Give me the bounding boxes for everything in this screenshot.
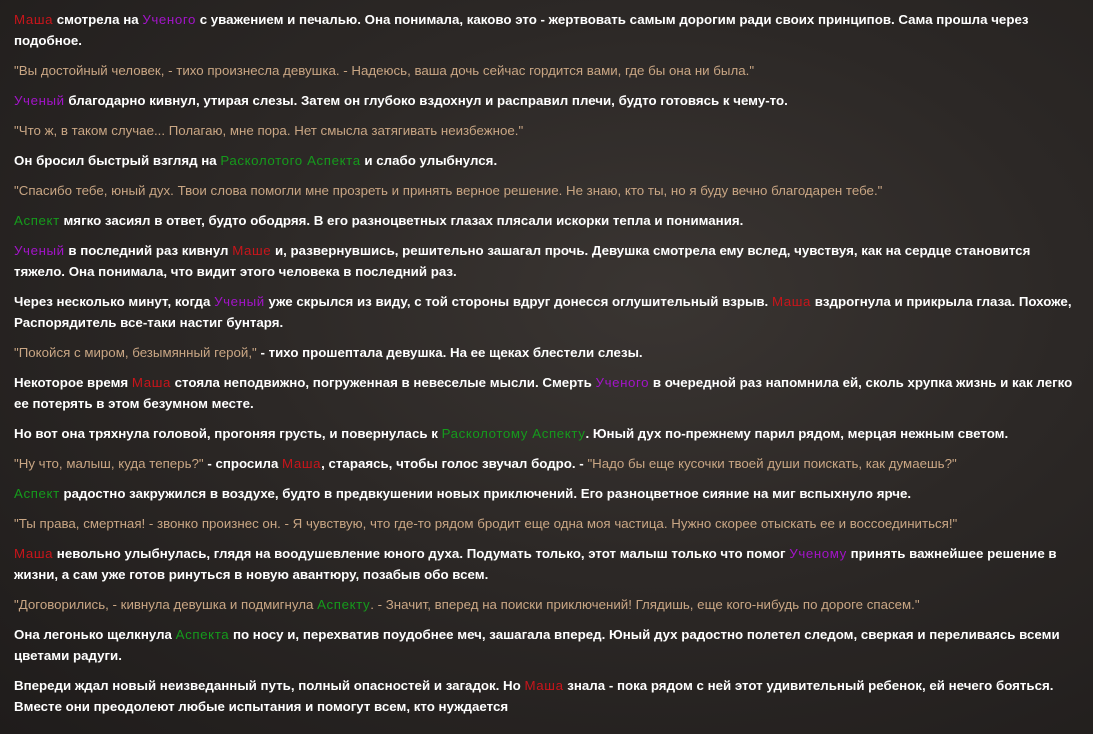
narration-paragraph xyxy=(14,150,1080,171)
narration-text: по носу и, перехватив поудобнее меч, зашагала вперед. Юный дух радостно полетел следом, сверкая и переливаясь всеми цветами радуги. xyxy=(14,627,1060,663)
dialogue-text: "Спасибо тебе, юный дух. Твои слова помогли мне прозреть и принять верное решение. Не знаю, кто ты, но я буду вечно благодарен тебе." xyxy=(14,183,883,198)
narration-text: Он бросил быстрый взгляд на xyxy=(14,153,221,168)
character-name: Аспекта xyxy=(175,627,230,642)
narration-paragraph xyxy=(14,483,1080,504)
dialogue-text: "Ну что, малыш, куда теперь?" xyxy=(14,456,204,471)
narration-paragraph xyxy=(14,372,1080,414)
narration-text: - спросила xyxy=(203,456,283,471)
narration-text: в очередной раз напомнила ей, сколь хрупка жизнь и как легко ее потерять в этом безумном месте. xyxy=(14,375,1073,411)
narration-paragraph xyxy=(14,210,1080,231)
dialogue-paragraph xyxy=(14,513,1080,534)
dialogue-paragraph xyxy=(14,594,1080,615)
narration-text: стояла неподвижно, погруженная в невеселые мысли. Смерть xyxy=(170,375,596,390)
narration-text: . Юный дух по-прежнему парил рядом, мерцая нежным светом. xyxy=(585,426,1009,441)
narration-paragraph xyxy=(14,342,1080,363)
dialogue-text: "Что ж, в таком случае... Полагаю, мне пора. Нет смысла затягивать неизбежное." xyxy=(14,123,524,138)
character-name: Расколотого Аспекта xyxy=(220,153,361,168)
narration-text: радостно закружился в воздухе, будто в предвкушении новых приключений. Его разноцветное сияние на миг вспыхнуло ярче. xyxy=(59,486,912,501)
story-text xyxy=(14,9,1080,726)
character-name: Ученого xyxy=(595,375,650,390)
narration-text: Она легонько щелкнула xyxy=(14,627,176,642)
character-name: Ученый xyxy=(14,243,65,258)
character-name: Маша xyxy=(524,678,564,693)
narration-paragraph xyxy=(14,543,1080,585)
narration-text: Впереди ждал новый неизведанный путь, полный опасностей и загадок. Но xyxy=(14,678,525,693)
narration-text: вздрогнула и прикрыла глаза. Похоже, Распорядитель все-таки настиг бунтаря. xyxy=(14,294,1072,330)
narration-paragraph xyxy=(14,291,1080,333)
character-name: Ученый xyxy=(14,93,65,108)
narration-paragraph xyxy=(14,675,1080,717)
dialogue-text: "Вы достойный человек, - тихо произнесла девушка. - Надеюсь, ваша дочь сейчас гордится вами, где бы она ни была." xyxy=(14,63,755,78)
character-name: Маша xyxy=(14,546,54,561)
character-name: Ученому xyxy=(789,546,847,561)
character-name: Аспекту xyxy=(317,597,371,612)
narration-text: благодарно кивнул, утирая слезы. Затем он глубоко вздохнул и расправил плечи, будто готовясь к чему-то. xyxy=(64,93,788,108)
narration-text: , стараясь, чтобы голос звучал бодро. - xyxy=(321,456,588,471)
character-name: Маша xyxy=(131,375,171,390)
narration-paragraph xyxy=(14,240,1080,282)
narration-text: невольно улыбнулась, глядя на воодушевление юного духа. Подумать только, этот малыш только что помог xyxy=(53,546,790,561)
narration-paragraph xyxy=(14,9,1080,51)
narration-paragraph xyxy=(14,423,1080,444)
character-name: Маша xyxy=(14,12,54,27)
dialogue-text: "Надо бы еще кусочки твоей души поискать, как думаешь?" xyxy=(587,456,957,471)
character-name: Маша xyxy=(282,456,322,471)
narration-paragraph xyxy=(14,453,1080,474)
narration-text: Но вот она тряхнула головой, прогоняя грусть, и повернулась к xyxy=(14,426,442,441)
dialogue-text: . - Значит, вперед на поиски приключений! Глядишь, еще кого-нибудь по дороге спасем." xyxy=(370,597,920,612)
dialogue-paragraph xyxy=(14,60,1080,81)
narration-text: и слабо улыбнулся. xyxy=(360,153,498,168)
dialogue-text: "Ты права, смертная! - звонко произнес он. - Я чувствую, что где-то рядом бродит еще одна моя частица. Нужно скорее отыскать ее и воссоединиться!" xyxy=(14,516,958,531)
narration-text: смотрела на xyxy=(53,12,143,27)
character-name: Расколотому Аспекту xyxy=(441,426,586,441)
dialogue-paragraph xyxy=(14,120,1080,141)
character-name: Ученого xyxy=(142,12,196,27)
character-name: Аспект xyxy=(14,486,60,501)
narration-text: Через несколько минут, когда xyxy=(14,294,215,309)
character-name: Маша xyxy=(771,294,812,309)
narration-text: принять важнейшее решение в жизни, а сам уже готов ринуться в новую авантюру, позабыв обо всем. xyxy=(14,546,1057,582)
character-name: Аспект xyxy=(14,213,60,228)
dialogue-text: "Договорились, - кивнула девушка и подмигнула xyxy=(14,597,318,612)
narration-paragraph xyxy=(14,90,1080,111)
narration-text: с уважением и печалью. Она понимала, каково это - жертвовать самым дорогим ради своих принципов. Сама прошла через подобное. xyxy=(14,12,1029,48)
narration-text: в последний раз кивнул xyxy=(64,243,233,258)
narration-text: мягко засиял в ответ, будто ободряя. В его разноцветных глазах плясали искорки тепла и понимания. xyxy=(59,213,744,228)
narration-text: и, развернувшись, решительно зашагал прочь. Девушка смотрела ему вслед, чувствуя, как на сердце становится тяжело. Она понимала, что видит этого человека в последний раз. xyxy=(14,243,1031,279)
dialogue-paragraph xyxy=(14,180,1080,201)
narration-text: знала - пока рядом с ней этот удивительный ребенок, ей нечего бояться. Вместе они преодолеют любые испытания и помогут всем, кто нуждается xyxy=(14,678,1054,714)
narration-text: уже скрылся из виду, с той стороны вдруг донесся оглушительный взрыв. xyxy=(264,294,772,309)
character-name: Ученый xyxy=(214,294,265,309)
character-name: Маше xyxy=(232,243,272,258)
narration-text: - тихо прошептала девушка. На ее щеках блестели слезы. xyxy=(256,345,643,360)
narration-paragraph xyxy=(14,624,1080,666)
narration-text: Некоторое время xyxy=(14,375,132,390)
dialogue-text: "Покойся с миром, безымянный герой," xyxy=(14,345,257,360)
